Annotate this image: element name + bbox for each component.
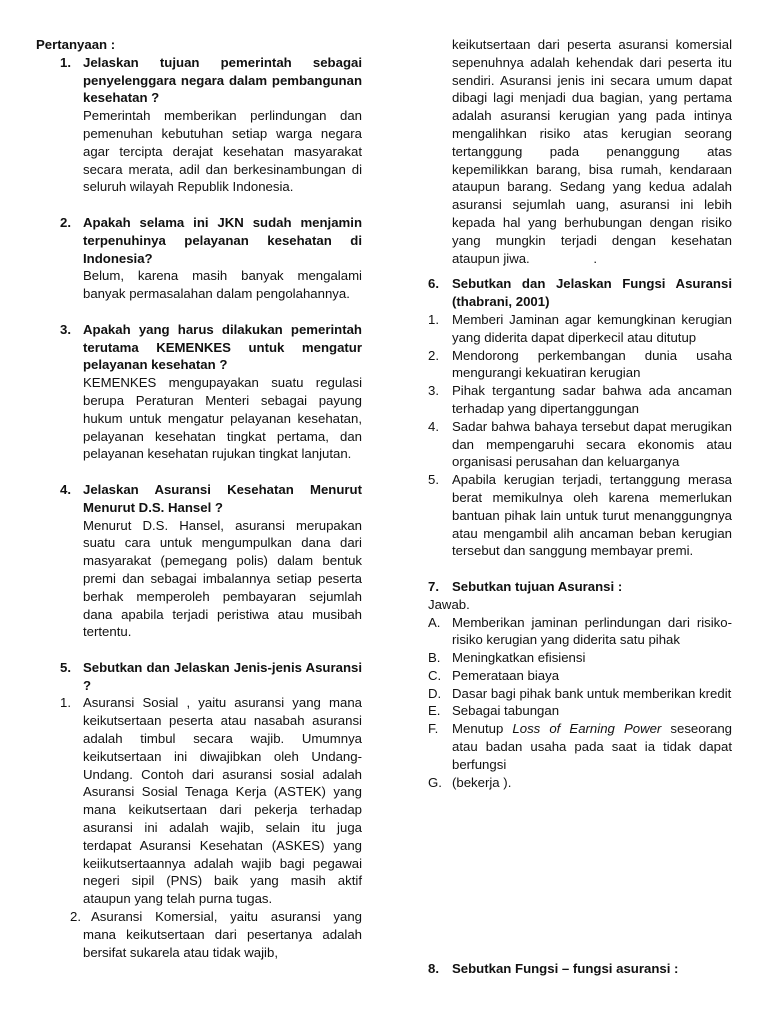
list-item: D. Dasar bagi pihak bank untuk memberikan kredit <box>428 685 732 701</box>
item-number: 2. <box>70 909 81 925</box>
question-4 <box>36 481 362 641</box>
answer-text: Pemerintah memberikan perlindungan dan pemenuhan kebutuhan setiap warga negara agar tercipta derajat kesehatan masyarakat secara merata, adil dan berkesinambungan di seluruh wilayah Republik Indonesia. <box>83 108 362 195</box>
question-text: Sebutkan dan Jelaskan Fungsi Asuransi (thabrani, 2001) <box>452 276 732 310</box>
right-column <box>428 36 732 976</box>
question-8 <box>428 960 732 978</box>
item-text: Asuransi Komersial, yaitu asuransi yang mana keikutsertaan dari pesertanya adalah bersifat sukarela atau tidak wajib, <box>83 909 362 960</box>
section-heading: Pertanyaan : <box>36 37 116 52</box>
question-6 <box>428 275 732 311</box>
list-item: A. Memberikan jaminan perlindungan dari risiko-risiko kerugian yang diderita satu pihak <box>428 614 732 648</box>
list-item: B. Meningkatkan efisiensi <box>428 650 586 666</box>
question-text: Jelaskan Asuransi Kesehatan Menurut Menurut D.S. Hansel ? <box>83 481 362 515</box>
question-2 <box>36 214 362 303</box>
question-7 <box>428 578 732 596</box>
answer-text: Menurut D.S. Hansel, asuransi merupakan suatu cara untuk mengumpulkan dana dari masyarakat (pemegang polis) dalam bentuk premi dan sebagai imbalannya setiap peserta berhak memperoleh pembayaran sejumlah dana apabila terjadi peristiwa atau musibah tertentu. <box>83 517 362 640</box>
question-number: 5. <box>60 659 71 675</box>
insurance-type-2 <box>36 908 362 961</box>
question-number: 7. <box>428 578 439 594</box>
question-number: 6. <box>428 276 439 292</box>
question-text: Sebutkan dan Jelaskan Jenis-jenis Asuransi ? <box>83 659 362 693</box>
list-item: E. Sebagai tabungan <box>428 703 560 719</box>
item-text: Asuransi Sosial , yaitu asuransi yang mana keikutsertaan peserta atau nasabah asuransi adalah timbul secara wajib. Umumnya keikutsertaan ini diwajibkan oleh Undang-Undang. Contoh dari asuransi sosial adalah Asuransi Sosial Tenaga Kerja (ASTEK) yang mana keikutsertaan dari pekerja terhadap asuransi ini adalah wajib, selain itu juga terdapat Asuransi Kesehatan (ASKES) yang keiikutsertaannya adalah wajib bagi pegawai negeri sipil (PNS) baik yang masih aktif ataupun yang telah purna tugas. <box>83 695 362 907</box>
question-number: 8. <box>428 961 439 976</box>
question-text: Sebutkan tujuan Asuransi : <box>452 578 623 594</box>
list-item: 3. Pihak tergantung sadar bahwa ada ancaman terhadap yang dipertanggungan <box>428 383 732 416</box>
list-item: G. (bekerja ). <box>428 774 512 790</box>
answer-label: Jawab. <box>428 596 470 612</box>
question-text: Sebutkan Fungsi – fungsi asuransi : <box>452 961 679 976</box>
answer-text: Belum, karena masih banyak mengalami banyak permasalahan dalam pengolahannya. <box>83 268 362 302</box>
question-text: Apakah yang harus dilakukan pemerintah terutama KEMENKES untuk mengatur pelayanan kesehatan ? <box>83 321 362 373</box>
answer-text: KEMENKES mengupayakan suatu regulasi berupa Peraturan Menteri sebagai payung hukum untuk mengatur pelayanan kesehatan, pelayanan kesehatan tingkat pertama, dan pelayanan kesehatan rujukan tingkat lanjutan. <box>83 375 362 462</box>
question-number: 4. <box>60 481 71 497</box>
list-item: 4. Sadar bahwa bahaya tersebut dapat merugikan dan mempengaruhi secara ekonomis atau organisasi perusahan dan keluarganya <box>428 418 732 470</box>
question-number: 2. <box>60 214 71 230</box>
left-column <box>36 36 362 961</box>
continued-text: keikutsertaan dari peserta asuransi komersial sepenuhnya adalah kehendak dari peserta itu sendiri. Asuransi jenis ini secara umum dapat dibagi lagi menjadi dua bagian, yang pertama adalah asuransi kerugian yang pada intinya mengalihkan risiko atas kerugian seorang tertanggung pada penanggung atas kepemilikkan barang, bisa rumah, kendaraan ataupun barang. Sedang yang kedua adalah asuransi sejumlah uang, asuransi ini lebih kepada hal yang berhubungan dengan risiko yang mungkin terjadi dengan kesehatan ataupun jiwa. . <box>452 37 732 266</box>
question-5 <box>36 659 362 695</box>
list-item: F. Menutup Loss of Earning Power seseorang atau badan usaha pada saat ia tidak dapat berfungsi <box>428 721 732 772</box>
question-3 <box>36 321 362 463</box>
function-list <box>428 311 732 560</box>
question-1 <box>36 54 362 196</box>
list-item: 2. Mendorong perkembangan dunia usaha mengurangi kekuatiran kerugian <box>428 347 732 381</box>
question-number: 1. <box>60 54 71 70</box>
list-item: 1. Memberi Jaminan agar kemungkinan kerugian yang diderita dapat diperkecil atau ditutup <box>428 311 732 345</box>
item-number: 1. <box>60 695 71 711</box>
goal-list <box>428 614 732 792</box>
list-item: C. Pemerataan biaya <box>428 667 560 683</box>
question-text: Jelaskan tujuan pemerintah sebagai penyelenggara negara dalam pembangunan kesehatan ? <box>83 54 362 106</box>
insurance-type-1 <box>36 694 362 908</box>
list-item: 5. Apabila kerugian terjadi, tertanggung merasa berat memikulnya oleh karena memerlukan bantuan pihak lain untuk turut menanggungnya atau mengambil alih ancaman beban kerugian tersebut dan sanggung membayar premi. <box>428 472 732 559</box>
question-text: Apakah selama ini JKN sudah menjamin terpenuhinya pelayanan kesehatan di Indonesia? <box>83 214 362 266</box>
question-number: 3. <box>60 321 71 337</box>
